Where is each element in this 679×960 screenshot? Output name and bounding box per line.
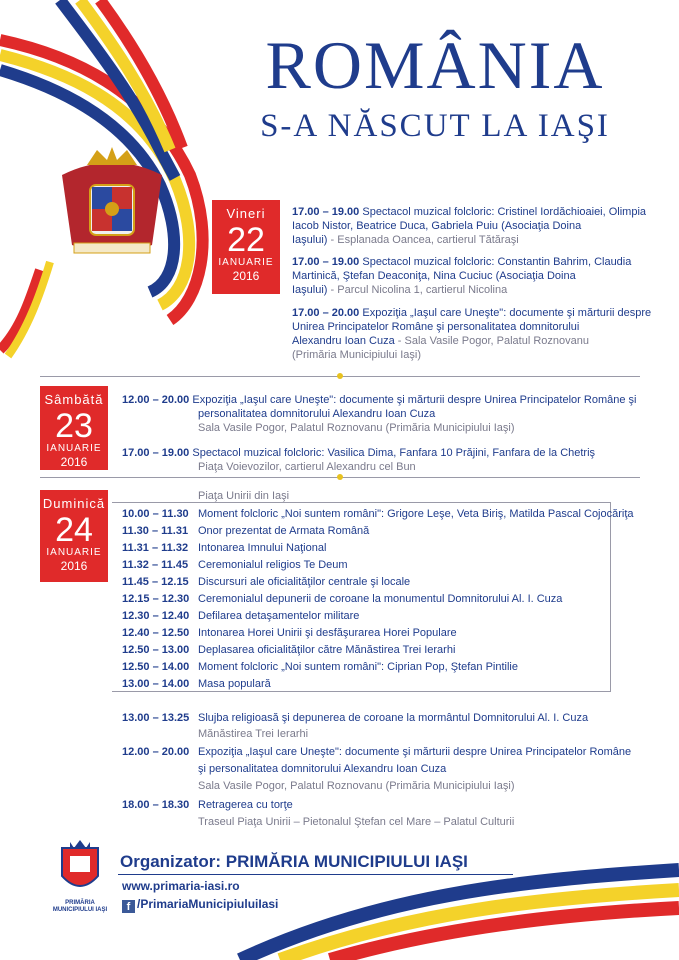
- month-label: IANUARIE: [46, 443, 102, 454]
- poster-subtitle: S-A NĂSCUT LA IAŞI: [260, 108, 610, 144]
- date-box-22: [212, 200, 280, 294]
- separator-dot: [337, 373, 343, 379]
- event-22-1: 17.00 – 19.00 Spectacol muzical folcloric: Cristinel Iordăchioaiei, Olimpia Iacob Nistor, Beatrice Duca, Gabriela Puiu (Asociaţia Doina Iaşului) - Esplanada Oancea, cartierul Tătăraşi: [292, 206, 647, 246]
- program-row: 12.15 – 12.30 Ceremonialul depunerii de coroane la monumentul Domnitorului Al. I. Cuza: [122, 593, 563, 605]
- program-row: 11.32 – 11.45 Ceremonialul religios Te Deum: [122, 559, 348, 571]
- year-label: 2016: [232, 269, 260, 283]
- program-row: 11.31 – 11.32 Intonarea Imnului Naţional: [122, 542, 327, 554]
- program-row: 12.40 – 12.50 Intonarea Horei Unirii şi desfăşurarea Horei Populare: [122, 627, 457, 639]
- event-22-3: 17.00 – 20.00 Expoziţia „Iaşul care Uneşte": documente şi mărturii despre Unirea Principatelor Române şi personalitatea domnitorului Alexandru Ioan Cuza - Sala Vasile Pogor, Palatul Roznovanu (Primăria Municipiului Iaşi): [292, 307, 652, 361]
- separator-dot: [337, 474, 343, 480]
- date-box-23: [40, 386, 108, 470]
- weekday-label: Vineri: [226, 206, 266, 221]
- day-number: 22: [227, 221, 265, 259]
- month-label: IANUARIE: [218, 257, 274, 268]
- poster-title: ROMÂNIA: [265, 27, 605, 103]
- day-number: 23: [55, 407, 93, 445]
- event-23-2: 17.00 – 19.00 Spectacol muzical folcloric: Vasilica Dima, Fanfara 10 Prăjini, Fanfara de la Chetriş Piaţa Voievozilor, cartierul Alexandru cel Bun: [122, 447, 596, 473]
- month-label: IANUARIE: [46, 547, 102, 558]
- facebook-link[interactable]: f /PrimariaMunicipiuluiIasi: [122, 897, 278, 913]
- program-row: 12.50 – 13.00 Deplasarea oficialităţilor către Mănăstirea Trei Ierarhi: [122, 644, 456, 656]
- program-row: 11.30 – 11.31 Onor prezentat de Armata Română: [122, 525, 370, 537]
- organizer-label: Organizator: PRIMĂRIA MUNICIPIULUI IAŞI: [120, 852, 468, 871]
- city-hall-logo: [58, 838, 102, 898]
- coat-of-arms-image: [52, 145, 172, 265]
- extra-event-location: Mănăstirea Trei Ierarhi: [198, 728, 309, 740]
- website-link[interactable]: www.primaria-iasi.ro: [122, 879, 240, 893]
- event-22-2: 17.00 – 19.00 Spectacol muzical folcloric: Constantin Bahrim, Claudia Martinică, Ştefan Deaconiţa, Nina Cuciuc (Asociaţia Doina Iaşului) - Parcul Nicolina 1, cartierul Nicolina: [292, 256, 632, 296]
- extra-event: 18.00 – 18.30 Retragerea cu torţe: [122, 799, 293, 811]
- year-label: 2016: [60, 559, 88, 573]
- program-row: 13.00 – 14.00 Masa populară: [122, 678, 271, 690]
- event-23-1: 12.00 – 20.00 Expoziţia „Iaşul care Uneşte": documente şi mărturii despre Unirea Principatelor Române şi personalitatea domnitorului Alexandru Ioan Cuza Sala Vasile Pogor, Palatul Roznovanu (Primăria Municipiului Iaşi): [122, 394, 637, 434]
- facebook-icon: f: [122, 900, 135, 913]
- program-row: 10.00 – 11.30 Moment folcloric „Noi suntem români": Grigore Leşe, Veta Biriş, Matilda Pascal Cojocăriţa: [122, 508, 634, 520]
- organizer-underline: [118, 874, 513, 875]
- extra-event-line2: şi personalitatea domnitorului Alexandru Ioan Cuza: [198, 763, 447, 775]
- extra-event-location: Sala Vasile Pogor, Palatul Roznovanu (Primăria Municipiului Iaşi): [198, 780, 515, 792]
- extra-event-location: Traseul Piaţa Unirii – Pietonalul Ştefan cel Mare – Palatul Culturii: [198, 816, 515, 828]
- year-label: 2016: [60, 455, 88, 469]
- extra-event: 13.00 – 13.25 Slujba religioasă şi depunerea de coroane la mormântul Domnitorului Al. I. Cuza: [122, 712, 589, 724]
- logo-caption: PRIMĂRIA MUNICIPIULUI IAŞI: [52, 900, 108, 913]
- day-number: 24: [55, 511, 93, 549]
- venue-label: Piaţa Unirii din Iaşi: [198, 490, 290, 502]
- program-row: 12.30 – 12.40 Defilarea detaşamentelor militare: [122, 610, 360, 622]
- extra-event: 12.00 – 20.00 Expoziţia „Iaşul care Uneşte": documente şi mărturii despre Unirea Principatelor Române: [122, 746, 632, 758]
- weekday-label: Sâmbătă: [44, 392, 104, 407]
- weekday-label: Duminică: [42, 496, 106, 511]
- program-row: 11.45 – 12.15 Discursuri ale oficialităţilor centrale şi locale: [122, 576, 411, 588]
- program-row: 12.50 – 14.00 Moment folcloric „Noi suntem români": Ciprian Pop, Ştefan Pintilie: [122, 661, 518, 673]
- date-box-24: [40, 490, 108, 582]
